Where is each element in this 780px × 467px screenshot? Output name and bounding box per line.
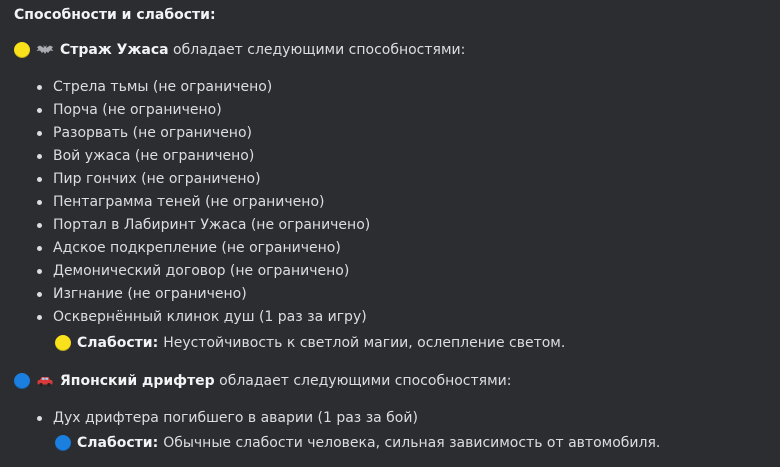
character-name: Японский дрифтер bbox=[60, 373, 215, 389]
bat-icon bbox=[36, 42, 54, 58]
intro-suffix: обладает следующими способностями: bbox=[168, 42, 466, 58]
weaknesses-drifter bbox=[55, 432, 660, 454]
list-item: Изгнание (не ограничено) bbox=[37, 283, 370, 306]
list-item: Порча (не ограничено) bbox=[37, 99, 370, 122]
bullet bbox=[37, 177, 42, 182]
car-icon bbox=[36, 373, 54, 389]
list-item: Дух дрифтера погибшего в аварии (1 раз за бой) bbox=[37, 407, 418, 430]
yellow-circle-icon bbox=[55, 335, 71, 351]
bullet bbox=[37, 246, 42, 251]
list-item: Пентаграмма теней (не ограничено) bbox=[37, 191, 370, 214]
list-item: Осквернённый клинок душ (1 раз за игру) bbox=[37, 306, 370, 329]
list-item: Пир гончих (не ограничено) bbox=[37, 168, 370, 191]
bullet bbox=[37, 292, 42, 297]
weaknesses-label: Слабости: bbox=[77, 435, 159, 451]
abilities-list-drifter bbox=[37, 407, 418, 430]
weaknesses-label: Слабости: bbox=[77, 335, 159, 351]
bullet bbox=[37, 200, 42, 205]
abilities-list-dread-guard bbox=[37, 76, 370, 329]
list-item: Адское подкрепление (не ограничено) bbox=[37, 237, 370, 260]
weaknesses-text: Неустойчивость к светлой магии, ослепление светом. bbox=[163, 335, 566, 351]
weaknesses-text: Обычные слабости человека, сильная зависимость от автомобиля. bbox=[163, 435, 661, 451]
weaknesses-dread-guard bbox=[55, 332, 565, 354]
character-intro-drifter bbox=[14, 370, 511, 392]
blue-circle-icon bbox=[14, 373, 30, 389]
bullet bbox=[37, 85, 42, 90]
bullet bbox=[37, 315, 42, 320]
intro-suffix: обладает следующими способностями: bbox=[214, 373, 512, 389]
character-intro-dread-guard bbox=[14, 39, 465, 61]
list-item: Демонический договор (не ограничено) bbox=[37, 260, 370, 283]
list-item: Стрела тьмы (не ограничено) bbox=[37, 76, 370, 99]
list-item: Портал в Лабиринт Ужаса (не ограничено) bbox=[37, 214, 370, 237]
list-item: Разорвать (не ограничено) bbox=[37, 122, 370, 145]
list-item: Вой ужаса (не ограничено) bbox=[37, 145, 370, 168]
blue-circle-icon bbox=[55, 435, 71, 451]
bullet bbox=[37, 416, 42, 421]
bullet bbox=[37, 154, 42, 159]
section-heading: Способности и слабости: bbox=[14, 7, 216, 23]
character-name: Страж Ужаса bbox=[60, 42, 169, 58]
bullet bbox=[37, 108, 42, 113]
bullet bbox=[37, 223, 42, 228]
yellow-circle-icon bbox=[14, 42, 30, 58]
bullet bbox=[37, 269, 42, 274]
bullet bbox=[37, 131, 42, 136]
